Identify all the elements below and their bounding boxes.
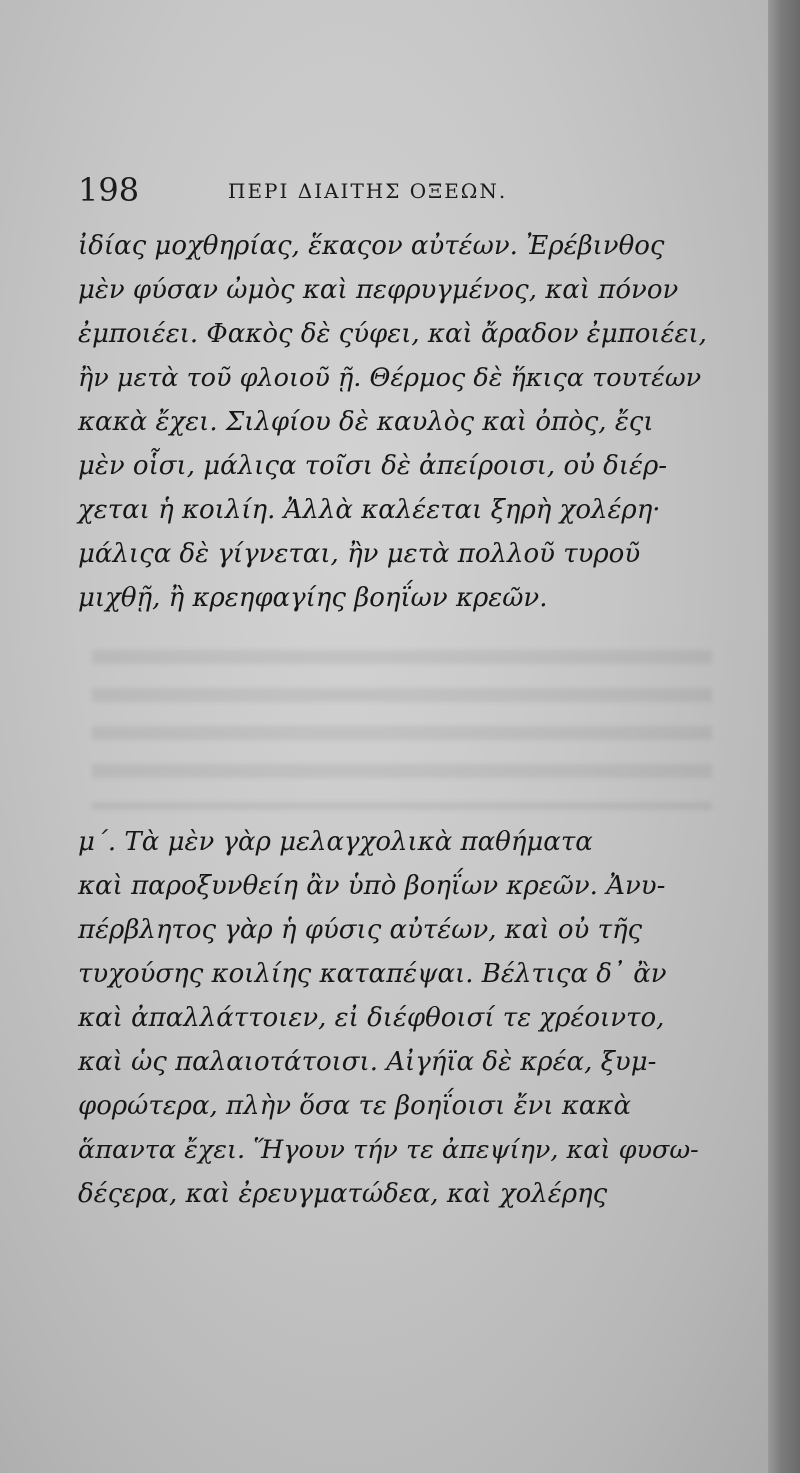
text-line: μὲν οἷσι, μάλιςα τοῖσι δὲ ἀπείροισι, οὐ διέρ- — [78, 451, 668, 481]
text-line: μάλιςα δὲ γίγνεται, ἢν μετὰ πολλοῦ τυροῦ — [78, 539, 641, 569]
text-line: καὶ παροξυνθείη ἂν ὑπὸ βοηΐων κρεῶν. Ἀνυ- — [78, 871, 666, 901]
paragraph-1 — [78, 224, 708, 620]
text-line: πέρβλητος γὰρ ἡ φύσις αὐτέων, καὶ οὐ τῆς — [78, 915, 643, 945]
text-line: κακὰ ἔχει. Σιλφίου δὲ καυλὸς καὶ ὀπὸς, ἔςι — [78, 407, 654, 437]
paragraph-2 — [78, 820, 708, 1216]
text-line: ἢν μετὰ τοῦ φλοιοῦ ῇ. Θέρμος δὲ ἥκιςα τουτέων — [78, 363, 702, 393]
text-line: ἰδίας μοχθηρίας, ἕκαςον αὐτέων. Ἐρέβινθος — [78, 231, 665, 261]
text-line: χεται ἡ κοιλίη. Ἀλλὰ καλέεται ξηρὴ χολέρη· — [78, 495, 661, 525]
bleed-through-text — [92, 650, 712, 810]
page-edge-shadow — [768, 0, 800, 1473]
text-line: δέςερα, καὶ ἐρευγματώδεα, καὶ χολέρης — [78, 1179, 608, 1209]
page-header — [78, 170, 698, 210]
text-line: ἅπαντα ἔχει. Ἥγουν τήν τε ἀπεψίην, καὶ φυσω- — [78, 1135, 699, 1165]
text-line: μ΄. Τὰ μὲν γὰρ μελαγχολικὰ παθήματα — [78, 827, 593, 857]
running-title: ΠΕΡΙ ΔΙΑΙΤΗΣ ΟΞΕΩΝ. — [228, 179, 508, 203]
text-line: φορώτερα, πλὴν ὅσα τε βοηΐοισι ἔνι κακὰ — [78, 1091, 632, 1121]
text-line: τυχούσης κοιλίης καταπέψαι. Βέλτιςα δ᾽ ἂν — [78, 959, 667, 989]
text-line: καὶ ὡς παλαιοτάτοισι. Αἰγήϊα δὲ κρέα, ξυμ- — [78, 1047, 657, 1077]
text-line: καὶ ἀπαλλάττοιεν, εἰ διέφθοισί τε χρέοιντο, — [78, 1003, 665, 1033]
page-number: 198 — [78, 171, 140, 209]
text-line: μὲν φύσαν ὠμὸς καὶ πεφρυγμένος, καὶ πόνον — [78, 275, 679, 305]
text-line: ἐμποιέει. Φακὸς δὲ ςύφει, καὶ ἄραδον ἐμποιέει, — [78, 319, 707, 349]
text-line: μιχθῇ, ἢ κρεηφαγίης βοηΐων κρεῶν. — [78, 583, 548, 613]
